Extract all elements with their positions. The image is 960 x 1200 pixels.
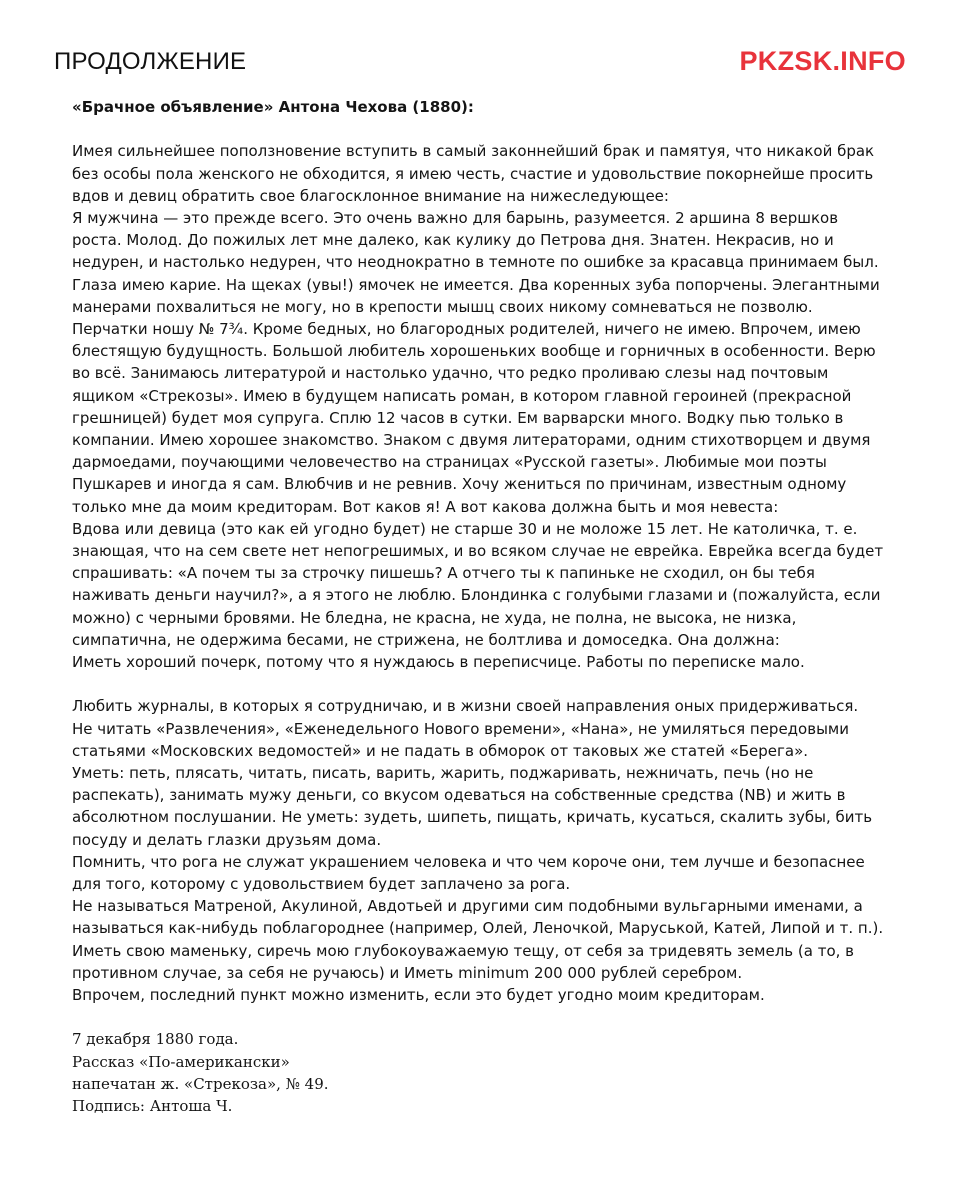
article-body bbox=[72, 96, 892, 1117]
page-header bbox=[54, 44, 906, 84]
signature-story: Рассказ «По-американски» bbox=[72, 1052, 290, 1071]
paragraph-journals: Любить журналы, в которых я сотрудничаю, и в жизни своей направления оных придерживаться. bbox=[72, 697, 859, 716]
paragraph-names: Не называться Матреной, Акулиной, Авдотьей и другими сим подобными вульгарными именами, а называться как-нибудь поблагороднее (например, Олей, Леночкой, Маруськой, Катей, Липой и т. п.). bbox=[72, 897, 884, 938]
paragraph-horns: Помнить, что рога не служат украшением человека и что чем короче они, тем лучше и безопаснее для того, которому с удовольствием будет заплачено за рога. bbox=[72, 852, 865, 894]
paragraph-mother-in-law: Иметь свою маменьку, сиречь мою глубокоуважаемую тещу, от себя за тридевять земель (а то, в противном случае, за себя не ручаюсь) и Иметь minimum 200 000 рублей серебром. bbox=[72, 941, 854, 982]
paragraph-intro: Имея сильнейшее поползновение вступить в самый законнейший брак и памятуя, что никакой брак без особы пола женского не обходится, я имею честь, счастие и удовольствие покорнейше просить вдов и девиц обратить свое благосклонное внимание на нижеследующее: bbox=[72, 142, 875, 205]
signature-name: Подпись: Антоша Ч. bbox=[72, 1097, 233, 1116]
paragraph-handwriting: Иметь хороший почерк, потому что я нуждаюсь в переписчице. Работы по переписке мало. bbox=[72, 653, 805, 672]
paragraph-last-point: Впрочем, последний пункт можно изменить, если это будет угодно моим кредиторам. bbox=[72, 986, 765, 1005]
spacer bbox=[72, 118, 892, 140]
signature-publication: напечатан ж. «Стрекоза», № 49. bbox=[72, 1074, 329, 1093]
paragraph-skills: Уметь: петь, плясать, читать, писать, варить, жарить, поджаривать, нежничать, печь (но не распекать), занимать мужу деньги, со вкусом одеваться на собственные средства (NB) и жить в абсолютном послушании. Не уметь: зудеть, шипеть, пищать, кричать, кусаться, скалить зубы, бить посуду и делать глазки друзьям дома. bbox=[72, 764, 873, 849]
paragraph-bride-requirements: Вдова или девица (это как ей угодно будет) не старше 30 и не моложе 15 лет. Не католичка, т. е. знающая, что на сем свете нет непогрешимых, и во всяком случае не еврейка. Еврейка всегда будет спрашивать: «А почем ты за строчку пишешь? А отчего ты к папиньке не сходил, он бы тебя наживать деньги научил?», а я этого не люблю. Блондинка с голубыми глазами и (пожалуйста, если можно) с черными бровями. Не бледна, не красна, не худа, не полна, не высока, не низка, симпатична, не одержима бесами, не стрижена, не болтлива и домоседка. Она должна: bbox=[72, 519, 884, 649]
paragraph-self-description: Я мужчина — это прежде всего. Это очень важно для барынь, разумеется. 2 аршина 8 вершков роста. Молод. До пожилых лет мне далеко, как кулику до Петрова дня. Знатен. Некрасив, но и недурен, и настолько недурен, что неоднократно в темноте по ошибке за красавца принимаем был. Глаза имею карие. На щеках (увы!) ямочек не имеется. Два коренных зуба попорчены. Элегантными манерами похвалиться не могу, но в крепости мышц своих никому сомневаться не позволю. Перчатки ношу № 7¾. Кроме бедных, но благородных родителей, ничего не имею. Впрочем, имею блестящую будущность. Большой любитель хорошеньких вообще и горничных в особенности. Верю во всё. Занимаюсь литературой и настолько удачно, что редко проливаю слезы над почтовым ящиком «Стрекозы». Имею в будущем написать роман, в котором главной героиней (прекрасной грешницей) будет моя супруга. Сплю 12 часов в сутки. Ем варварски много. Водку пью только в компании. Имею хорошее знакомство. Знаком с двумя литераторами, одним стихотворцем и двумя дармоедами, поучающими человечество на страницах «Русской газеты». Любимые мои поэты Пушкарев и иногда я сам. Влюбчив и не ревнив. Хочу жениться по причинам, известным одному только мне да моим кредиторам. Вот каков я! А вот какова должна быть и моя невеста: bbox=[72, 209, 880, 516]
article-title: «Брачное объявление» Антона Чехова (1880): bbox=[72, 98, 474, 116]
spacer bbox=[72, 1006, 892, 1028]
continuation-label: ПРОДОЛЖЕНИЕ bbox=[54, 48, 247, 75]
signature-date: 7 декабря 1880 года. bbox=[72, 1030, 239, 1049]
site-brand-logo: PKZSK.INFO bbox=[739, 46, 906, 76]
spacer bbox=[72, 673, 892, 695]
paragraph-reading: Не читать «Развлечения», «Еженедельного Нового времени», «Нана», не умиляться передовыми статьями «Московских ведомостей» и не падать в обморок от таковых же статей «Берега». bbox=[72, 719, 849, 760]
